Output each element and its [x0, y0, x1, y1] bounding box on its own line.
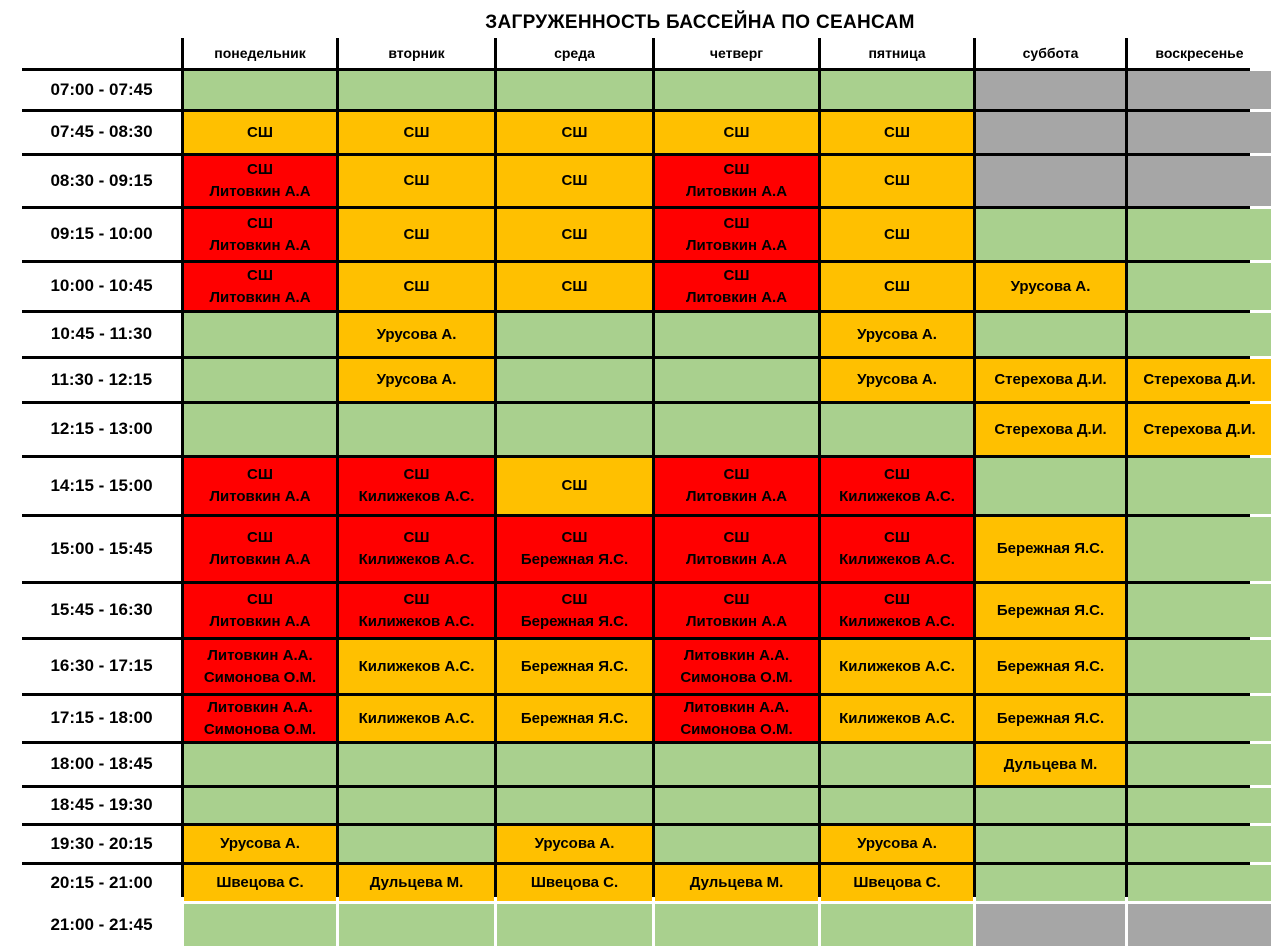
session-booking-text: Урусова А.: [534, 835, 615, 853]
session-cell: [339, 359, 494, 401]
session-booking-text: Килижеков А.С.: [839, 612, 955, 630]
session-cell: [976, 696, 1125, 741]
day-header: четверг: [655, 38, 818, 68]
time-slot-label: 18:45 - 19:30: [22, 788, 181, 823]
session-booking-text: Литовкин А.А.: [207, 698, 313, 716]
session-booking-text: Литовкин А.А: [209, 288, 311, 306]
session-cell: [1128, 209, 1271, 260]
session-booking-text: СШ: [884, 590, 910, 608]
session-booking-text: Стерехова Д.И.: [994, 420, 1107, 438]
session-cell: [1128, 826, 1271, 862]
session-cell: [655, 826, 818, 862]
session-cell: [1128, 640, 1271, 693]
session-cell: [821, 458, 973, 514]
session-booking-text: СШ: [247, 161, 273, 179]
session-booking-text: СШ: [403, 466, 430, 484]
session-booking-text: СШ: [884, 123, 910, 141]
time-slot-label: 17:15 - 18:00: [22, 696, 181, 741]
session-booking-text: Килижеков А.С.: [358, 709, 475, 727]
session-booking-text: СШ: [403, 529, 430, 547]
session-cell: [655, 156, 818, 206]
session-booking-text: Литовкин А.А: [209, 183, 311, 200]
session-booking-text: СШ: [561, 590, 588, 608]
day-header: суббота: [976, 38, 1125, 68]
session-booking-text: Бережная Я.С.: [996, 540, 1105, 558]
session-cell: [821, 517, 973, 581]
session-booking-text: СШ: [247, 590, 273, 608]
session-cell: [1128, 744, 1271, 785]
session-cell: [339, 744, 494, 785]
day-header: среда: [497, 38, 652, 68]
session-cell: [339, 517, 494, 581]
session-cell: [976, 209, 1125, 260]
session-booking-text: Симонова О.М.: [203, 720, 317, 738]
session-booking-text: СШ: [403, 172, 430, 190]
session-cell: [1128, 112, 1271, 153]
session-cell: [339, 458, 494, 514]
time-slot-label: 09:15 - 10:00: [22, 209, 181, 260]
session-cell: [976, 71, 1125, 109]
session-cell: [497, 584, 652, 637]
session-booking-text: Дульцева М.: [689, 874, 784, 892]
session-cell: [821, 744, 973, 785]
session-cell: [1128, 788, 1271, 823]
time-slot-label: 15:00 - 15:45: [22, 517, 181, 581]
session-booking-text: СШ: [247, 266, 273, 284]
session-cell: [821, 788, 973, 823]
session-booking-text: Литовкин А.А: [685, 236, 788, 254]
session-booking-text: Швецова С.: [530, 874, 619, 892]
session-booking-text: Урусова А.: [857, 371, 937, 389]
session-cell: [339, 696, 494, 741]
session-cell: [976, 313, 1125, 356]
session-booking-text: Урусова А.: [376, 371, 457, 389]
session-booking-text: СШ: [723, 590, 750, 608]
session-cell: [184, 584, 336, 637]
session-booking-text: Килижеков А.С.: [358, 657, 475, 675]
session-cell: [497, 112, 652, 153]
session-booking-text: Швецова С.: [853, 874, 941, 892]
session-booking-text: Стерехова Д.И.: [1143, 371, 1256, 389]
session-booking-text: Килижеков А.С.: [839, 657, 955, 675]
session-cell: [339, 788, 494, 823]
session-booking-text: Килижеков А.С.: [358, 488, 475, 505]
session-booking-text: СШ: [723, 214, 750, 232]
session-cell: [184, 744, 336, 785]
session-cell: [976, 112, 1125, 153]
session-cell: [976, 156, 1125, 206]
time-slot-label: 21:00 - 21:45: [22, 904, 181, 946]
session-cell: [339, 865, 494, 901]
session-booking-text: Бережная Я.С.: [520, 709, 629, 727]
session-cell: [821, 696, 973, 741]
session-cell: [339, 112, 494, 153]
session-cell: [821, 156, 973, 206]
session-booking-text: СШ: [247, 214, 273, 232]
session-booking-text: Стерехова Д.И.: [994, 371, 1107, 389]
session-cell: [339, 71, 494, 109]
session-cell: [339, 904, 494, 946]
session-cell: [976, 865, 1125, 901]
session-cell: [655, 71, 818, 109]
time-slot-label: 10:00 - 10:45: [22, 263, 181, 310]
session-cell: [1128, 263, 1271, 310]
session-cell: [976, 744, 1125, 785]
time-slot-label: 16:30 - 17:15: [22, 640, 181, 693]
session-cell: [184, 788, 336, 823]
session-cell: [339, 209, 494, 260]
session-booking-text: СШ: [403, 123, 430, 141]
session-cell: [976, 458, 1125, 514]
session-cell: [497, 826, 652, 862]
time-slot-label: 12:15 - 13:00: [22, 404, 181, 455]
session-cell: [1128, 313, 1271, 356]
session-booking-text: СШ: [884, 277, 910, 295]
session-booking-text: Урусова А.: [1010, 277, 1091, 295]
session-booking-text: Литовкин А.А: [209, 488, 311, 505]
session-cell: [184, 865, 336, 901]
session-cell: [821, 313, 973, 356]
session-booking-text: Литовкин А.А: [209, 612, 311, 630]
session-cell: [339, 263, 494, 310]
session-cell: [184, 640, 336, 693]
time-slot-label: 11:30 - 12:15: [22, 359, 181, 401]
session-cell: [821, 404, 973, 455]
session-cell: [655, 696, 818, 741]
session-cell: [1128, 404, 1271, 455]
session-cell: [821, 359, 973, 401]
session-booking-text: СШ: [247, 529, 273, 547]
session-booking-text: Бережная Я.С.: [520, 612, 629, 630]
session-booking-text: Килижеков А.С.: [839, 709, 955, 727]
session-cell: [976, 404, 1125, 455]
session-booking-text: Килижеков А.С.: [839, 551, 955, 568]
session-booking-text: Литовкин А.А: [685, 488, 788, 505]
session-booking-text: СШ: [247, 466, 273, 484]
session-cell: [655, 640, 818, 693]
session-cell: [655, 744, 818, 785]
session-booking-text: Швецова С.: [216, 874, 304, 892]
session-cell: [1128, 584, 1271, 637]
time-slot-label: 19:30 - 20:15: [22, 826, 181, 862]
session-booking-text: Бережная Я.С.: [996, 601, 1105, 619]
session-cell: [655, 788, 818, 823]
session-booking-text: СШ: [723, 123, 750, 141]
session-cell: [1128, 517, 1271, 581]
session-booking-text: Литовкин А.А: [685, 612, 788, 630]
session-cell: [497, 404, 652, 455]
session-cell: [339, 826, 494, 862]
time-slot-label: 15:45 - 16:30: [22, 584, 181, 637]
session-booking-text: Литовкин А.А.: [683, 646, 790, 664]
session-cell: [821, 71, 973, 109]
session-booking-text: Килижеков А.С.: [358, 612, 475, 630]
session-cell: [497, 744, 652, 785]
session-booking-text: СШ: [884, 466, 910, 484]
session-cell: [655, 112, 818, 153]
session-booking-text: Бережная Я.С.: [996, 657, 1105, 675]
session-cell: [184, 71, 336, 109]
session-booking-text: СШ: [561, 123, 588, 141]
session-booking-text: СШ: [403, 225, 430, 243]
session-cell: [184, 112, 336, 153]
session-cell: [976, 359, 1125, 401]
session-cell: [497, 458, 652, 514]
session-booking-text: СШ: [247, 123, 273, 141]
table-corner-blank: [22, 38, 181, 68]
session-cell: [655, 584, 818, 637]
session-cell: [1128, 696, 1271, 741]
session-cell: [821, 112, 973, 153]
session-booking-text: СШ: [561, 477, 588, 495]
session-cell: [184, 826, 336, 862]
session-cell: [976, 517, 1125, 581]
session-cell: [655, 517, 818, 581]
session-cell: [184, 156, 336, 206]
time-slot-label: 14:15 - 15:00: [22, 458, 181, 514]
session-cell: [497, 359, 652, 401]
session-cell: [821, 865, 973, 901]
session-booking-text: СШ: [884, 225, 910, 243]
session-cell: [821, 640, 973, 693]
session-cell: [497, 788, 652, 823]
session-cell: [184, 313, 336, 356]
session-booking-text: Бережная Я.С.: [996, 709, 1105, 727]
session-cell: [184, 458, 336, 514]
time-slot-label: 07:45 - 08:30: [22, 112, 181, 153]
session-cell: [1128, 458, 1271, 514]
session-cell: [655, 313, 818, 356]
session-booking-text: СШ: [403, 277, 430, 295]
session-cell: [339, 404, 494, 455]
session-cell: [497, 640, 652, 693]
page-title: ЗАГРУЖЕННОСТЬ БАССЕЙНА ПО СЕАНСАМ: [485, 12, 915, 33]
time-slot-label: 07:00 - 07:45: [22, 71, 181, 109]
session-booking-text: Литовкин А.А.: [683, 698, 790, 716]
session-cell: [184, 404, 336, 455]
session-booking-text: СШ: [884, 172, 910, 190]
session-booking-text: Симонова О.М.: [680, 720, 793, 738]
session-booking-text: Бережная Я.С.: [520, 657, 629, 675]
session-cell: [339, 640, 494, 693]
session-cell: [976, 826, 1125, 862]
session-cell: [497, 865, 652, 901]
session-booking-text: Урусова А.: [376, 325, 457, 343]
session-booking-text: Бережная Я.С.: [520, 551, 629, 568]
session-booking-text: СШ: [884, 529, 910, 547]
session-booking-text: Урусова А.: [857, 325, 937, 343]
session-booking-text: Урусова А.: [857, 835, 937, 853]
session-booking-text: Литовкин А.А: [685, 288, 788, 306]
session-cell: [184, 517, 336, 581]
session-booking-text: СШ: [723, 266, 750, 284]
session-booking-text: СШ: [561, 225, 588, 243]
session-booking-text: Литовкин А.А.: [207, 646, 313, 664]
day-header: пятница: [821, 38, 973, 68]
session-cell: [655, 865, 818, 901]
session-cell: [184, 904, 336, 946]
session-booking-text: Литовкин А.А: [209, 551, 311, 568]
session-cell: [655, 209, 818, 260]
session-cell: [184, 359, 336, 401]
session-booking-text: СШ: [723, 161, 750, 179]
session-booking-text: Литовкин А.А: [209, 236, 311, 254]
session-booking-text: СШ: [561, 277, 588, 295]
schedule-table: [22, 38, 1256, 934]
session-cell: [1128, 71, 1271, 109]
session-cell: [497, 263, 652, 310]
session-cell: [655, 359, 818, 401]
session-cell: [339, 584, 494, 637]
session-cell: [976, 640, 1125, 693]
session-cell: [976, 788, 1125, 823]
session-cell: [1128, 156, 1271, 206]
day-header: вторник: [339, 38, 494, 68]
session-booking-text: СШ: [561, 529, 588, 547]
session-cell: [821, 904, 973, 946]
session-cell: [1128, 865, 1271, 901]
session-booking-text: Килижеков А.С.: [358, 551, 475, 568]
session-cell: [655, 263, 818, 310]
session-cell: [339, 156, 494, 206]
day-header: воскресенье: [1128, 38, 1271, 68]
time-slot-label: 20:15 - 21:00: [22, 865, 181, 901]
session-booking-text: Литовкин А.А: [685, 551, 788, 568]
session-cell: [497, 71, 652, 109]
time-slot-label: 10:45 - 11:30: [22, 313, 181, 356]
session-cell: [497, 904, 652, 946]
session-booking-text: Симонова О.М.: [680, 668, 793, 686]
session-booking-text: СШ: [723, 466, 750, 484]
day-header: понедельник: [184, 38, 336, 68]
session-booking-text: СШ: [403, 590, 430, 608]
time-slot-label: 18:00 - 18:45: [22, 744, 181, 785]
session-booking-text: Урусова А.: [220, 835, 300, 853]
session-cell: [497, 209, 652, 260]
session-booking-text: Литовкин А.А: [685, 183, 788, 200]
session-cell: [184, 263, 336, 310]
session-booking-text: СШ: [723, 529, 750, 547]
session-cell: [1128, 359, 1271, 401]
session-cell: [821, 209, 973, 260]
session-booking-text: Дульцева М.: [1003, 755, 1098, 773]
time-slot-label: 08:30 - 09:15: [22, 156, 181, 206]
session-cell: [497, 156, 652, 206]
session-cell: [821, 584, 973, 637]
session-cell: [976, 904, 1125, 946]
session-cell: [497, 313, 652, 356]
session-cell: [339, 313, 494, 356]
session-cell: [1128, 904, 1271, 946]
session-cell: [655, 458, 818, 514]
session-booking-text: Дульцева М.: [369, 874, 464, 892]
session-cell: [655, 904, 818, 946]
session-cell: [976, 263, 1125, 310]
session-cell: [184, 209, 336, 260]
session-booking-text: Симонова О.М.: [203, 668, 317, 686]
session-cell: [497, 696, 652, 741]
session-cell: [497, 517, 652, 581]
session-booking-text: Стерехова Д.И.: [1143, 420, 1256, 438]
session-cell: [976, 584, 1125, 637]
session-cell: [184, 696, 336, 741]
session-booking-text: СШ: [561, 172, 588, 190]
session-booking-text: Килижеков А.С.: [839, 488, 955, 505]
session-cell: [655, 404, 818, 455]
session-cell: [821, 826, 973, 862]
session-cell: [821, 263, 973, 310]
